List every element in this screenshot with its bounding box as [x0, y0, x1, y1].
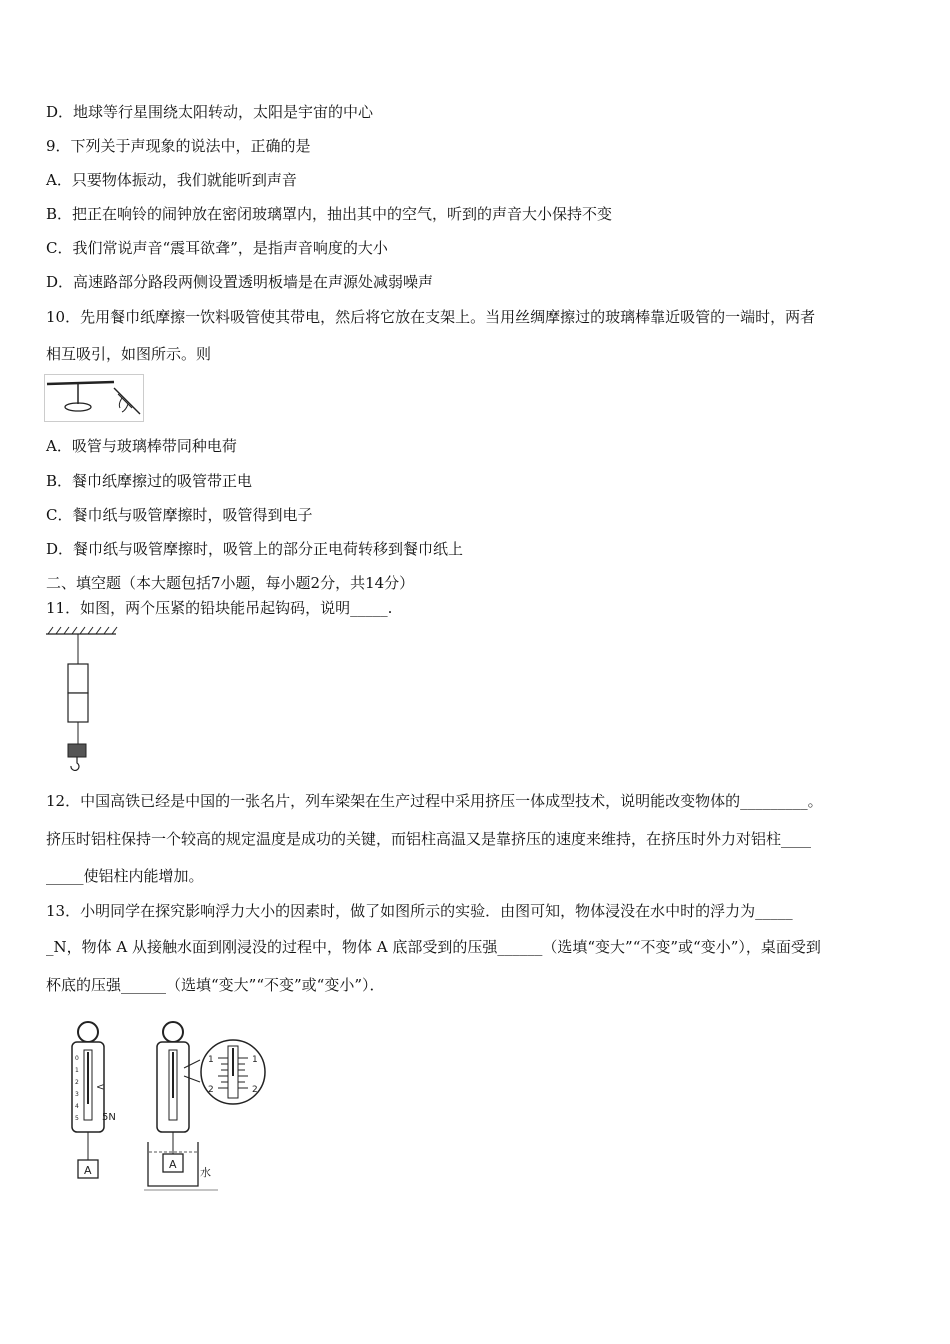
spring-scale-figure: [58, 1020, 278, 1196]
svg-text:1: 1: [252, 1055, 258, 1065]
q10-option-b: B．餐巾纸摩擦过的吸管带正电: [46, 472, 253, 490]
q12-line2: 挤压时铝柱保持一个较高的规定温度是成功的关键，而铝柱高温又是靠挤压的速度来维持，在挤压时外力对铝柱____: [46, 830, 812, 848]
q10-option-c: C．餐巾纸与吸管摩擦时，吸管得到电子: [46, 506, 313, 524]
q10-option-d: D．餐巾纸与吸管摩擦时，吸管上的部分正电荷转移到餐巾纸上: [46, 540, 464, 558]
q10-option-a: A．吸管与玻璃棒带同种电荷: [46, 437, 237, 455]
block-a-left-label: A: [84, 1164, 92, 1177]
svg-text:1: 1: [75, 1067, 79, 1074]
scale-left-ring: [78, 1022, 98, 1042]
svg-text:3: 3: [75, 1091, 79, 1098]
scale-right-ring: [163, 1022, 183, 1042]
hook-icon: [71, 757, 79, 770]
lead-blocks-figure: [44, 626, 120, 776]
svg-text:2: 2: [252, 1085, 258, 1095]
svg-text:0: 0: [75, 1055, 79, 1062]
section2-title: 二、填空题（本大题包括7小题，每小题2分，共14分）: [46, 574, 415, 592]
ceiling-hatch: [48, 627, 117, 634]
q9-option-a: A．只要物体振动，我们就能听到声音: [46, 171, 297, 189]
scale-left-pointer: <: [96, 1082, 105, 1093]
q13-line3: 杯底的压强______（选填“变大”“不变”或“变小”）．: [46, 976, 385, 994]
svg-text:5: 5: [75, 1115, 79, 1122]
glass-rod: [114, 388, 140, 414]
q9-option-b: B．把正在响铃的闹钟放在密闭玻璃罩内，抽出其中的空气，听到的声音大小保持不变: [46, 205, 613, 223]
svg-text:2: 2: [75, 1079, 79, 1086]
svg-text:4: 4: [75, 1103, 79, 1110]
q13-line2: _N，物体 A 从接触水面到刚浸没的过程中，物体 A 底部受到的压强______（选填“变大”“不变”或“变小”），桌面受到: [46, 938, 821, 956]
straw: [47, 382, 114, 384]
q9-option-c: C．我们常说声音“震耳欲聋”，是指声音响度的大小: [46, 239, 388, 257]
q11-stem: 11．如图，两个压紧的铅块能吊起钩码，说明_____.: [46, 599, 393, 617]
q9-option-d: D．高速路部分路段两侧设置透明板墙是在声源处减弱噪声: [46, 273, 434, 291]
q12-line1: 12．中国高铁已经是中国的一张名片，列车梁架在生产过程中采用挤压一体成型技术，说明能改变物体的_________。: [46, 792, 823, 810]
lead-block-bottom: [68, 693, 88, 722]
scale-left-label: 5N: [102, 1112, 116, 1123]
q10-stem-line1: 10．先用餐巾纸摩擦一饮料吸管使其带电，然后将它放在支架上。当用丝绸摩擦过的玻璃棒靠近吸管的一端时，两者: [46, 308, 816, 326]
q8-option-d: D．地球等行星围绕太阳转动，太阳是宇宙的中心: [46, 103, 374, 121]
water-label: 水: [200, 1166, 211, 1179]
q12-line3: _____使铝柱内能增加。: [46, 867, 204, 885]
straw-on-stand-figure: [44, 374, 144, 422]
q10-stem-line2: 相互吸引，如图所示。则: [46, 345, 212, 363]
hook-weight: [68, 744, 86, 757]
svg-text:1: 1: [208, 1055, 214, 1065]
q13-line1: 13．小明同学在探究影响浮力大小的因素时，做了如图所示的实验．由图可知，物体浸没在水中时的浮力为_____: [46, 902, 793, 920]
stand-base: [65, 403, 91, 411]
lead-block-top: [68, 664, 88, 693]
svg-text:2: 2: [208, 1085, 214, 1095]
block-a-right-label: A: [169, 1158, 177, 1171]
q9-stem: 9．下列关于声现象的说法中，正确的是: [46, 137, 311, 155]
